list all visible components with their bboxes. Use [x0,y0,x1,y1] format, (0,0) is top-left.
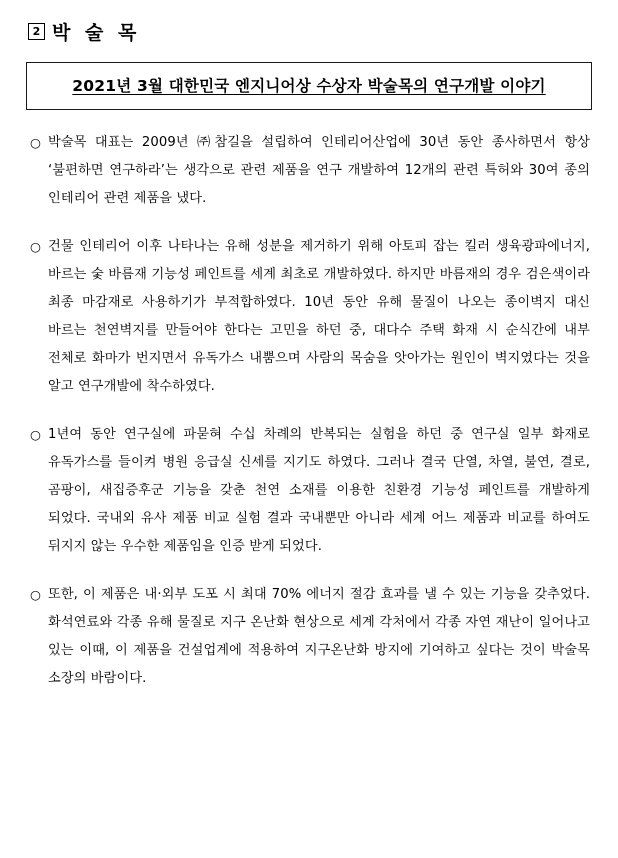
paragraph-text: 1년여 동안 연구실에 파묻혀 수십 차례의 반복되는 실험을 하던 중 연구실 일부 화재로 유독가스를 들이켜 병원 응급실 신세를 지기도 하였다. 그러나 결국 단열, 차열, 불연, 결로, 곰팡이, 새집증후군 기능을 갖춘 천연 소재를 이용한 친환경 기능성 페인트를 개발하게 되었다. 국내외 유사 제품 비교 실험 결과 국내뿐만 아니라 세계 어느 제품과 비교를 하여도 뒤지지 않는 우수한 제품임을 인증 받게 되었다. [48,427,590,554]
section-heading-row [28,18,592,45]
paragraph [26,421,592,561]
paragraph-text: 또한, 이 제품은 내·외부 도포 시 최대 70% 에너지 절감 효과를 낼 수 있는 기능을 갖추었다. 화석연료와 각종 유해 물질로 지구 온난화 현상으로 세계 각처에서 각종 자연 재난이 일어나고 있는 이때, 이 제품을 건설업계에 적용하여 지구온난화 방지에 기여하고 싶다는 것이 박술목 소장의 바람이다. [48,587,590,686]
bullet-icon: ○ [30,587,41,602]
document-body [26,129,592,693]
section-number-box: 2 [28,23,45,40]
bullet-icon: ○ [30,239,41,254]
paragraph [26,233,592,401]
section-heading-title: 박 술 목 [52,22,141,44]
title-box [26,62,592,110]
paragraph-text: 건물 인테리어 이후 나타나는 유해 성분을 제거하기 위해 아토피 잡는 킬러 생육광파에너지, 바르는 숯 바름재 기능성 페인트를 세계 최초로 개발하였다. 하지만 바름재의 경우 검은색이라 최종 마감재로 사용하기가 부적합하였다. 10년 동안 유해 물질이 나오는 종이벽지 대신 바르는 천연벽지를 만들어야 한다는 고민을 하던 중, 대다수 주택 화재 시 순식간에 내부 전체로 화마가 번지면서 유독가스 내뿜으며 사람의 목숨을 앗아가는 원인이 벽지였다는 것을 알고 연구개발에 착수하였다. [48,239,590,394]
paragraph [26,581,592,693]
bullet-icon: ○ [30,135,41,150]
page-title: 2021년 3월 대한민국 엔지니어상 수상자 박술목의 연구개발 이야기 [72,77,546,95]
paragraph [26,129,592,213]
paragraph-text: 박술목 대표는 2009년 ㈜참길을 설립하여 인테리어산업에 30년 동안 종사하면서 항상 ‘불편하면 연구하라’는 생각으로 관련 제품을 연구 개발하여 12개의 관련 특허와 30여 종의 인테리어 관련 제품을 냈다. [48,135,590,206]
bullet-icon: ○ [30,427,41,442]
